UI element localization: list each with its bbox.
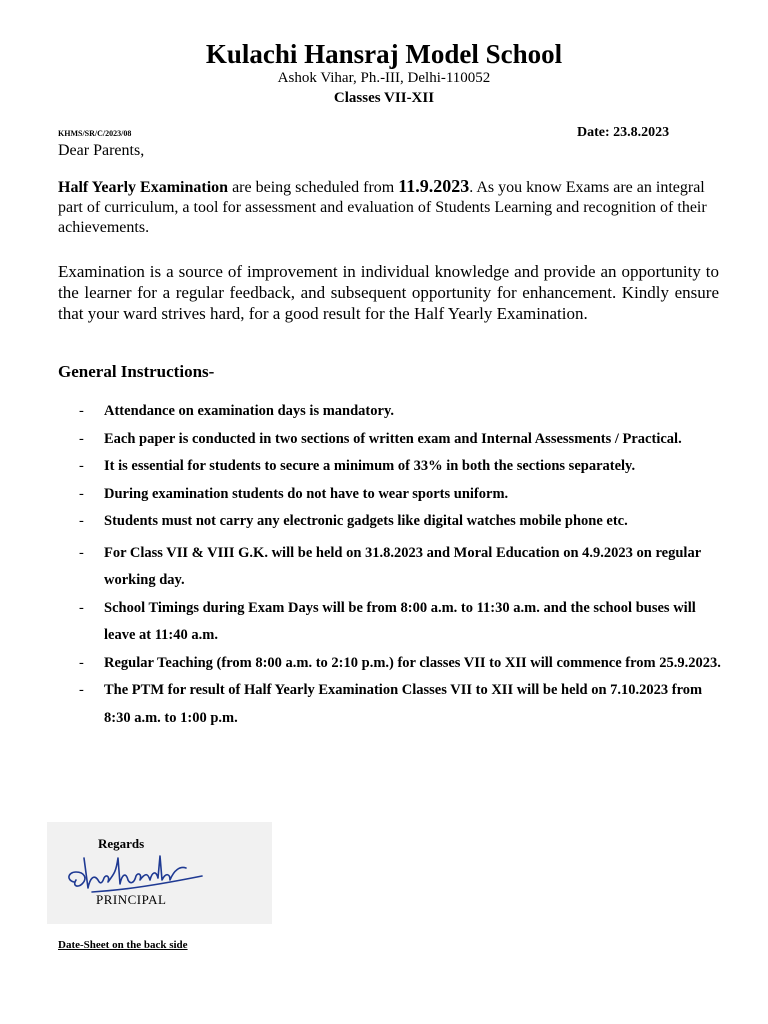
bullet-dash: - <box>79 403 84 419</box>
bullet-dash: - <box>79 513 84 529</box>
instruction-text: The PTM for result of Half Yearly Examination Classes VII to XII will be held on 7.10.2023 from 8:30 a.m. to 1:00 p.m. <box>104 682 703 726</box>
instruction-text: Regular Teaching (from 8:00 a.m. to 2:10 p.m.) for classes VII to XII will commence from 25.9.2023. <box>104 654 721 671</box>
school-address: Ashok Vihar, Ph.-III, Delhi-110052 <box>277 70 491 86</box>
instruction-text: Students must not carry any electronic gadgets like digital watches mobile phone etc. <box>104 513 628 529</box>
exam-name: Half Yearly Examination <box>58 179 229 196</box>
instruction-item <box>58 398 728 426</box>
instruction-text: Each paper is conducted in two sections of written exam and Internal Assessments / Practical. <box>104 430 682 447</box>
instruction-text: During examination students do not have to wear sports uniform. <box>104 485 509 502</box>
instruction-item <box>58 650 728 678</box>
instruction-item <box>58 426 728 454</box>
bullet-dash: - <box>79 599 84 616</box>
intro-text-mid: are being scheduled from <box>228 179 399 196</box>
circular-date: Date: 23.8.2023 <box>577 125 670 140</box>
instructions-list <box>58 398 728 732</box>
reference-number: KHMS/SR/C/2023/08 <box>58 129 132 138</box>
regards-label: Regards <box>98 836 145 851</box>
principal-title: PRINCIPAL <box>96 892 167 907</box>
bullet-dash: - <box>79 485 84 502</box>
bullet-dash: - <box>79 458 84 474</box>
exam-start-date: 11.9.2023 <box>398 176 470 196</box>
examination-paragraph: Examination is a source of improvement in individual knowledge and provide an opportunity to the learner for a regular feedback, and subsequent opportunity for enhancement. Kindly ensure that your ward strives hard, for a good result for the Half Yearly Examination. <box>58 262 719 323</box>
bullet-dash: - <box>79 544 84 561</box>
instruction-item <box>58 677 728 732</box>
instruction-item <box>58 508 728 536</box>
instruction-item <box>58 540 728 595</box>
instruction-item <box>58 481 728 509</box>
salutation: Dear Parents, <box>58 142 145 159</box>
school-name: Kulachi Hansraj Model School <box>205 39 563 69</box>
instruction-text: It is essential for students to secure a minimum of 33% in both the sections separately. <box>104 458 636 474</box>
instruction-text: School Timings during Exam Days will be from 8:00 a.m. to 11:30 a.m. and the school buses will leave at 11:40 a.m. <box>104 599 696 643</box>
bullet-dash: - <box>79 430 84 447</box>
bullet-dash: - <box>79 682 84 698</box>
date-sheet-note: Date-Sheet on the back side <box>58 939 188 951</box>
classes-label: Classes VII-XII <box>333 90 435 106</box>
instruction-item <box>58 595 728 650</box>
instruction-text: Attendance on examination days is mandatory. <box>104 403 395 419</box>
intro-text-rest: . As you know Exams are an integral part of curriculum, a tool for assessment and evaluation of Students Learning and recognition of their achievements. <box>58 179 707 236</box>
bullet-dash: - <box>79 654 84 671</box>
instruction-item <box>58 453 728 481</box>
intro-paragraph <box>58 176 708 238</box>
instruction-text: For Class VII & VIII G.K. will be held on 31.8.2023 and Moral Education on 4.9.2023 on regular working day. <box>104 544 701 588</box>
instructions-heading: General Instructions- <box>58 362 215 381</box>
